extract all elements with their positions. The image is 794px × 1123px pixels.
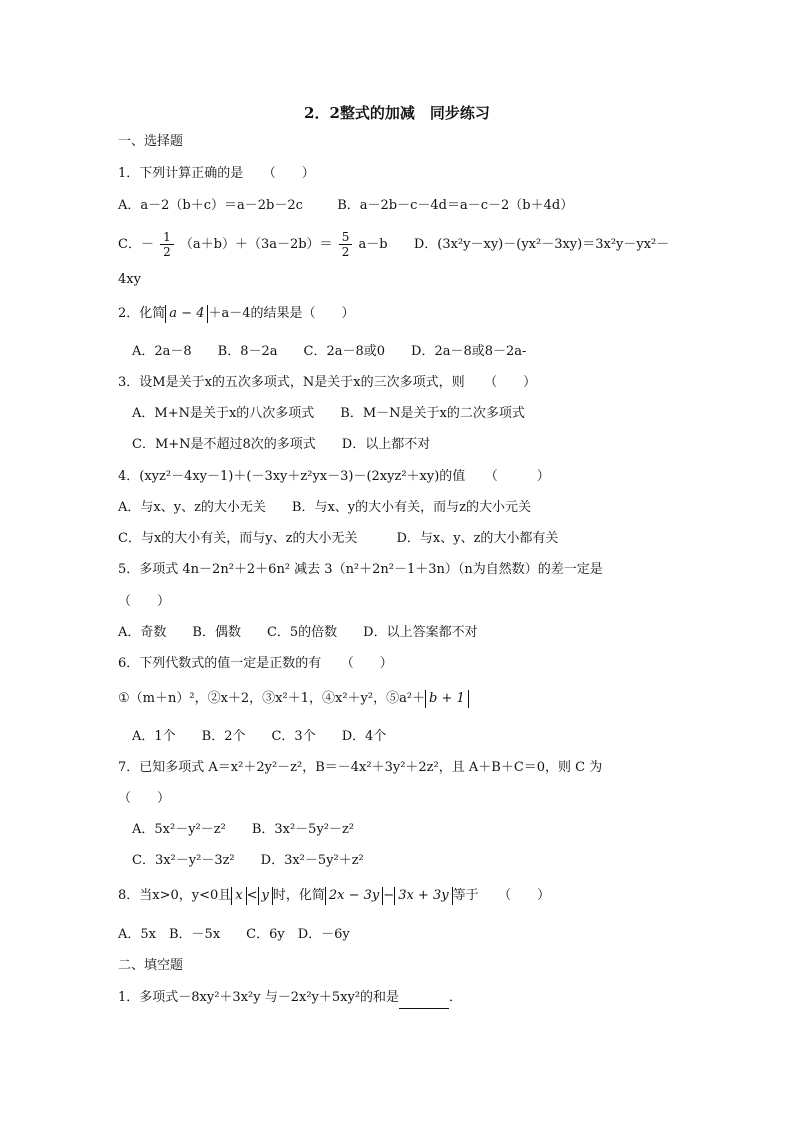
page-title: 2．2整式的加减 同步练习 [304,104,490,122]
option-a: A．a－2（b＋c）＝a－2b－2c [118,198,303,213]
absolute-value-expr-1: 2x − 3y [325,887,383,905]
section-heading-choice: 一、选择题 [118,134,184,149]
option-c: C．－ $\frac{1}{2}$ （a＋b）＋（3a－2b）＝ $\frac{5}{2}$ a－b [118,230,388,259]
question-3-stem: 3．设M是关于x的五次多项式，N是关于x的三次多项式，则 （ ） [118,375,537,390]
question-8-stem: 8．当x>0，y<0且 x < y 时，化简 2x − 3y − 3x + 3y 等于 （ ） [118,888,551,903]
absolute-value-expr: b + 1 [425,690,469,708]
question-4-stem: 4．(xyz²－4xy－1)＋(－3xy＋z²yx－3)－(2xyz²＋xy)的值 （ ） [118,469,550,484]
question-1-options-ab [118,196,678,216]
fraction-one-half: $\frac{1}{2}$ [160,230,174,259]
fill-question-1: 1．多项式－8xy²＋3x²y 与－2x²y＋5xy²的和是 ． [118,988,678,1009]
question-7-stem: 7．已知多项式 A＝x²＋2y²－z²，B＝－4x²＋3y²＋2z²，且 A＋B＋C＝0，则 C 为 [118,760,603,775]
option-d-continued: 4xy [118,272,141,287]
answer-blank [399,988,449,1009]
absolute-value-x: x [231,887,246,905]
question-4-options-cd: C．与x的大小有关，而与y、z的大小无关 D．与x、y、z的大小都有关 [118,531,559,546]
question-4-options-ab: A．与x、y、z的大小无关 B．与x、y的大小有关，而与z的大小元关 [118,500,531,515]
question-2-options: A．2a－8 B．8－2a C．2a－8或0 D．2a－8或8－2a- [132,344,527,359]
question-6-stem: 6．下列代数式的值一定是正数的有 （ ） [118,656,393,671]
question-7-options-cd: C．3x²－y²－3z² D．3x²－5y²＋z² [132,853,364,868]
question-8-options: A．5x B．－5x C．6y D．－6y [118,927,350,942]
question-1-stem: 1．下列计算正确的是 （ ） [118,166,315,181]
question-3-options-ab: A．M+N是关于x的八次多项式 B．M－N是关于x的二次多项式 [132,406,525,421]
question-7-answer-paren: （ ） [118,791,171,806]
question-5-stem: 5．多项式 4n－2n²＋2＋6n² 减去 3（n²＋2n²－1＋3n）（n为自然数）的差一定是 [118,562,603,577]
absolute-value-expr: a − 4 [165,305,208,323]
absolute-value-y: y [258,887,273,905]
section-heading-fill: 二、填空题 [118,958,184,973]
question-5-answer-paren: （ ） [118,594,171,609]
question-2-stem: 2．化简 a − 4 ＋a－4的结果是（ ） [118,306,355,321]
absolute-value-expr-2: 3x + 3y [394,887,452,905]
fraction-five-halves: $\frac{5}{2}$ [339,230,353,259]
question-6-options: A．1个 B．2个 C．3个 D．4个 [132,729,387,744]
question-1-options-cd [118,228,678,262]
question-5-options: A．奇数 B．偶数 C．5的倍数 D．以上答案都不对 [118,625,478,640]
question-7-options-ab: A．5x²－y²－z² B．3x²－5y²－z² [132,822,355,837]
option-d: D．(3x²y－xy)－(yx²－3xy)＝3x²y－yx²－ [413,237,670,252]
question-6-items: ①（m＋n）²，②x＋2，③x²＋1，④x²＋y²，⑤a²＋ b + 1 [118,689,678,709]
option-b: B．a－2b－c－4d＝a－c－2（b＋4d） [337,198,574,213]
question-3-options-cd: C．M+N是不超过8次的多项式 D．以上都不对 [132,437,431,452]
